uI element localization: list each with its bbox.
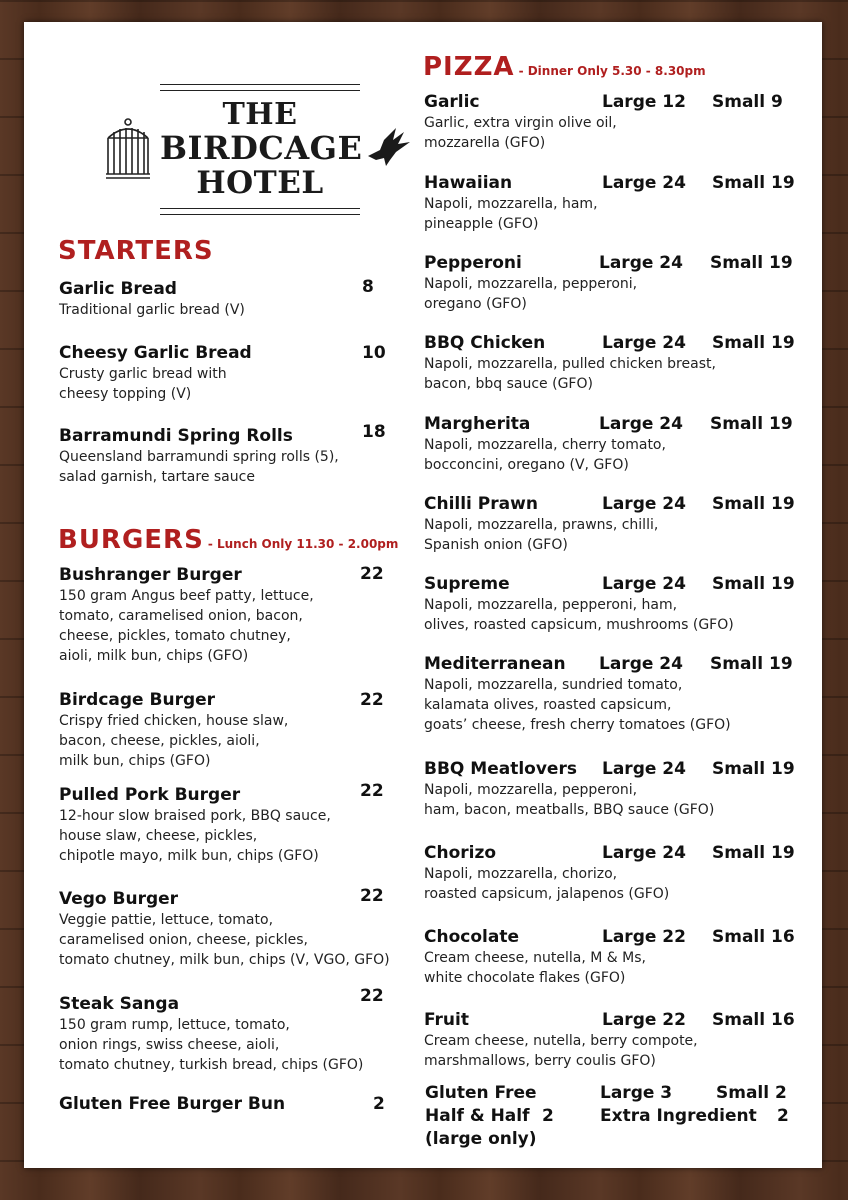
birdcage-icon [104,118,152,180]
large-price: Large 24 [599,654,683,674]
item-price: 22 [360,564,384,584]
menu-item: Chorizo Napoli, mozzarella, chorizo, roasted capsicum, jalapenos (GFO) [424,843,670,902]
menu-item: BBQ Chicken Napoli, mozzarella, pulled chicken breast, bacon, bbq sauce (GFO) [424,333,716,392]
small-price: Small 16 [712,1010,795,1030]
half-and-half-price: 2 [542,1106,554,1126]
item-price: 22 [360,690,384,710]
logo-line-the: THE [222,97,298,132]
small-price: Small 19 [710,654,793,674]
menu-page [24,22,822,1168]
menu-item: Mediterranean Napoli, mozzarella, sundried tomato, kalamata olives, roasted capsicum, goats’ cheese, fresh cherry tomatoes (GFO) [424,654,731,733]
item-price: 22 [360,986,384,1006]
item-price: 22 [360,886,384,906]
menu-item: Bushranger Burger 150 gram Angus beef patty, lettuce, tomato, caramelised onion, bacon, cheese, pickles, tomato chutney, aioli, milk bun, chips (GFO) [59,565,314,664]
large-price: Large 24 [602,494,686,514]
large-price: Large 24 [602,574,686,594]
hotel-logo [104,82,394,220]
item-price: 8 [362,277,374,297]
menu-item: Cheesy Garlic Bread Crusty garlic bread with cheesy topping (V) [59,343,252,402]
gluten-free-label: Gluten Free [425,1083,537,1103]
item-price: 18 [362,422,386,442]
small-price: Small 19 [712,333,795,353]
extra-ingredient-price: 2 [777,1106,789,1126]
item-price: 22 [360,781,384,801]
large-price: Large 24 [602,333,686,353]
gluten-free-small-price: Small 2 [716,1083,787,1103]
small-price: Small 19 [712,843,795,863]
small-price: Small 9 [712,92,783,112]
extra-ingredient-label: Extra Ingredient [600,1106,757,1126]
starters-heading: STARTERS [58,236,214,266]
item-price: 2 [373,1094,385,1114]
large-price: Large 22 [602,927,686,947]
large-price: Large 12 [602,92,686,112]
menu-item: Steak Sanga 150 gram rump, lettuce, tomato, onion rings, swiss cheese, aioli, tomato chutney, turkish bread, chips (GFO) [59,994,364,1073]
burgers-heading: BURGERS - Lunch Only 11.30 - 2.00pm [58,525,399,555]
small-price: Small 19 [710,253,793,273]
menu-item: Chocolate Cream cheese, nutella, M & Ms, white chocolate flakes (GFO) [424,927,646,986]
menu-item: Margherita Napoli, mozzarella, cherry tomato, bocconcini, oregano (V, GFO) [424,414,666,473]
large-price: Large 24 [602,759,686,779]
menu-item: Birdcage Burger Crispy fried chicken, house slaw, bacon, cheese, pickles, aioli, milk bun, chips (GFO) [59,690,289,769]
menu-item: Chilli Prawn Napoli, mozzarella, prawns, chilli, Spanish onion (GFO) [424,494,659,553]
bird-icon [366,126,412,168]
menu-item: Pepperoni Napoli, mozzarella, pepperoni, oregano (GFO) [424,253,638,312]
menu-item: Vego Burger Veggie pattie, lettuce, tomato, caramelised onion, cheese, pickles, tomato chutney, milk bun, chips (V, VGO, GFO) [59,889,390,968]
menu-item: Hawaiian Napoli, mozzarella, ham, pineapple (GFO) [424,173,598,232]
small-price: Small 19 [712,173,795,193]
menu-item: Supreme Napoli, mozzarella, pepperoni, ham, olives, roasted capsicum, mushrooms (GFO) [424,574,734,633]
small-price: Small 19 [712,574,795,594]
half-and-half-note: (large only) [425,1129,537,1149]
menu-item: Barramundi Spring Rolls Queensland barramundi spring rolls (5), salad garnish, tartare sauce [59,426,339,485]
menu-item: Gluten Free Burger Bun [59,1094,286,1114]
menu-item: BBQ Meatlovers Napoli, mozzarella, pepperoni, ham, bacon, meatballs, BBQ sauce (GFO) [424,759,715,818]
menu-item: Garlic Bread Traditional garlic bread (V) [59,279,245,318]
item-price: 10 [362,343,386,363]
lunch-hours-note: - Lunch Only 11.30 - 2.00pm [207,537,399,551]
small-price: Small 19 [710,414,793,434]
large-price: Large 24 [602,843,686,863]
logo-line-hotel: HOTEL [196,165,324,201]
dinner-hours-note: - Dinner Only 5.30 - 8.30pm [518,64,706,78]
large-price: Large 22 [602,1010,686,1030]
small-price: Small 19 [712,494,795,514]
menu-item: Pulled Pork Burger 12-hour slow braised pork, BBQ sauce, house slaw, cheese, pickles, chipotle mayo, milk bun, chips (GFO) [59,785,331,864]
small-price: Small 16 [712,927,795,947]
small-price: Small 19 [712,759,795,779]
gluten-free-large-price: Large 3 [600,1083,673,1103]
half-and-half-label: Half & Half [425,1106,530,1126]
logo-line-birdcage: BIRDCAGE [160,129,363,167]
large-price: Large 24 [599,414,683,434]
large-price: Large 24 [602,173,686,193]
large-price: Large 24 [599,253,683,273]
pizza-heading: PIZZA - Dinner Only 5.30 - 8.30pm [423,52,706,82]
menu-item: Fruit Cream cheese, nutella, berry compote, marshmallows, berry coulis GFO) [424,1010,698,1069]
menu-item: Garlic Garlic, extra virgin olive oil, mozzarella (GFO) [424,92,617,151]
